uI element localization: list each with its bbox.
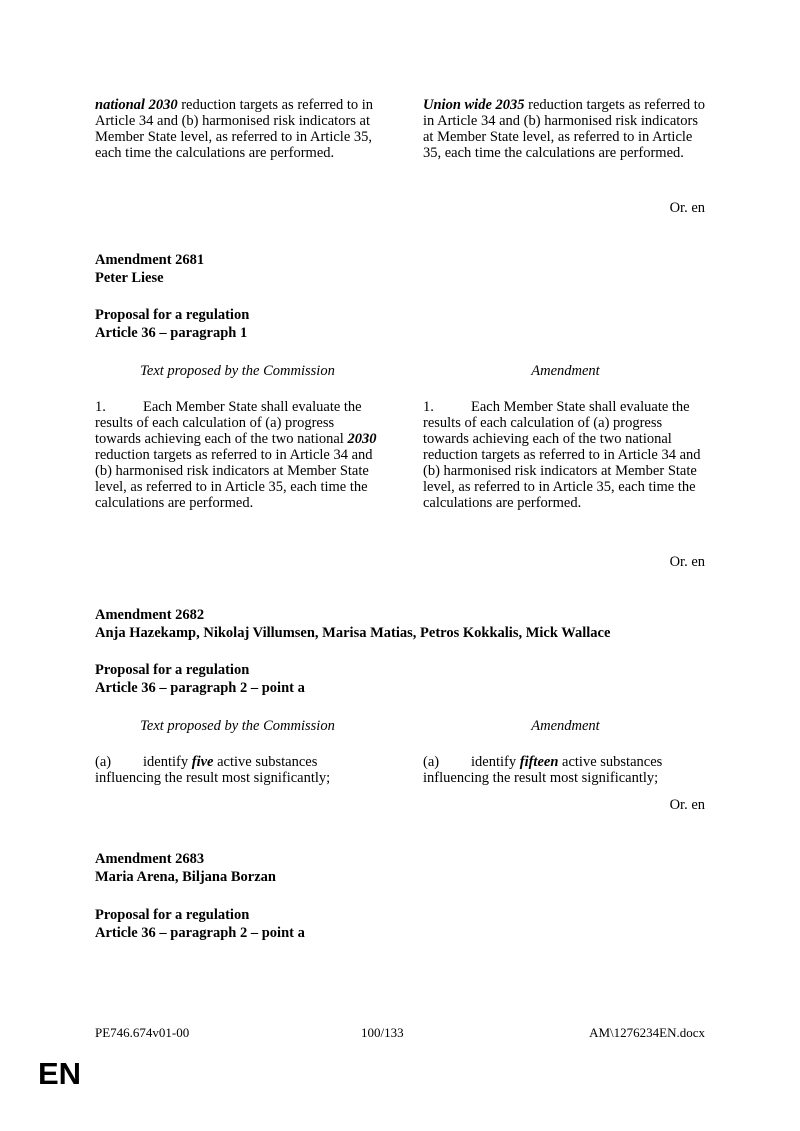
proposal-label: Proposal for a regulation xyxy=(95,907,250,923)
language-code: EN xyxy=(38,1056,82,1091)
footer-page-number: 100/133 xyxy=(361,1025,404,1040)
top-right-text xyxy=(423,97,708,161)
top-left-text xyxy=(95,97,380,161)
footer-document-id: AM\1276234EN.docx xyxy=(589,1025,705,1040)
top-left-rest: reduction targets as referred to in Article 34 and (b) harmonised risk indicators at Member State level, as referred to in Article 35, each time the calculations are performed. xyxy=(95,97,373,161)
point-label: (a) xyxy=(423,754,440,770)
article-reference: Article 36 – paragraph 1 xyxy=(95,325,248,341)
point-label: (a) xyxy=(95,754,112,770)
commission-text-header: Text proposed by the Commission xyxy=(140,718,335,734)
commission-text xyxy=(95,754,380,786)
commission-text-emphasis: 2030 xyxy=(347,431,377,447)
origin-language: Or. en xyxy=(669,200,705,216)
amendment-title: Amendment 2682 xyxy=(95,607,205,623)
amendment-authors: Anja Hazekamp, Nikolaj Villumsen, Marisa Matias, Petros Kokkalis, Mick Wallace xyxy=(95,625,611,641)
amendment-title: Amendment 2681 xyxy=(95,252,205,268)
article-reference: Article 36 – paragraph 2 – point a xyxy=(95,925,305,941)
commission-text-part: identify xyxy=(143,754,192,770)
amendment-text-emphasis: fifteen xyxy=(519,754,559,770)
amendment-header: Amendment xyxy=(531,718,600,734)
amendment-text-part: Each Member State shall evaluate the results of each calculation of (a) progress towards achieving each of the two national reduction targets as referred to in Article 34 and (b) harmonised risk indicators at Member State level, as referred to in Article 35, each time the calculations are performed. xyxy=(423,399,701,511)
origin-language: Or. en xyxy=(669,797,705,813)
amendment-text xyxy=(423,754,708,786)
paragraph-number: 1. xyxy=(95,399,106,415)
commission-text-part: Each Member State shall evaluate the results of each calculation of (a) progress towards achieving each of the two national xyxy=(95,399,362,447)
amendment-text-part: identify xyxy=(471,754,520,770)
amendment-text xyxy=(423,399,708,511)
commission-text-part: active substances influencing the result most significantly; xyxy=(95,754,331,786)
proposal-label: Proposal for a regulation xyxy=(95,307,250,323)
proposal-label: Proposal for a regulation xyxy=(95,662,250,678)
amendment-title: Amendment 2683 xyxy=(95,851,205,867)
commission-text-part: reduction targets as referred to in Article 34 and (b) harmonised risk indicators at Member State level, as referred to in Article 35, each time the calculations are performed. xyxy=(95,447,373,511)
top-right-rest: reduction targets as referred to in Article 34 and (b) harmonised risk indicators at Member State level, as referred to in Article 35, each time the calculations are performed. xyxy=(423,97,706,161)
commission-text xyxy=(95,399,380,511)
amendment-authors: Maria Arena, Biljana Borzan xyxy=(95,869,276,885)
origin-language: Or. en xyxy=(669,554,705,570)
commission-text-emphasis: five xyxy=(191,754,214,770)
top-left-emphasis: national 2030 xyxy=(95,97,178,113)
footer-reference: PE746.674v01-00 xyxy=(95,1025,190,1040)
article-reference: Article 36 – paragraph 2 – point a xyxy=(95,680,305,696)
amendment-text-part: active substances influencing the result most significantly; xyxy=(423,754,663,786)
top-right-emphasis: Union wide 2035 xyxy=(423,97,525,113)
paragraph-number: 1. xyxy=(423,399,434,415)
commission-text-header: Text proposed by the Commission xyxy=(140,363,335,379)
amendment-header: Amendment xyxy=(531,363,600,379)
amendment-authors: Peter Liese xyxy=(95,270,164,286)
